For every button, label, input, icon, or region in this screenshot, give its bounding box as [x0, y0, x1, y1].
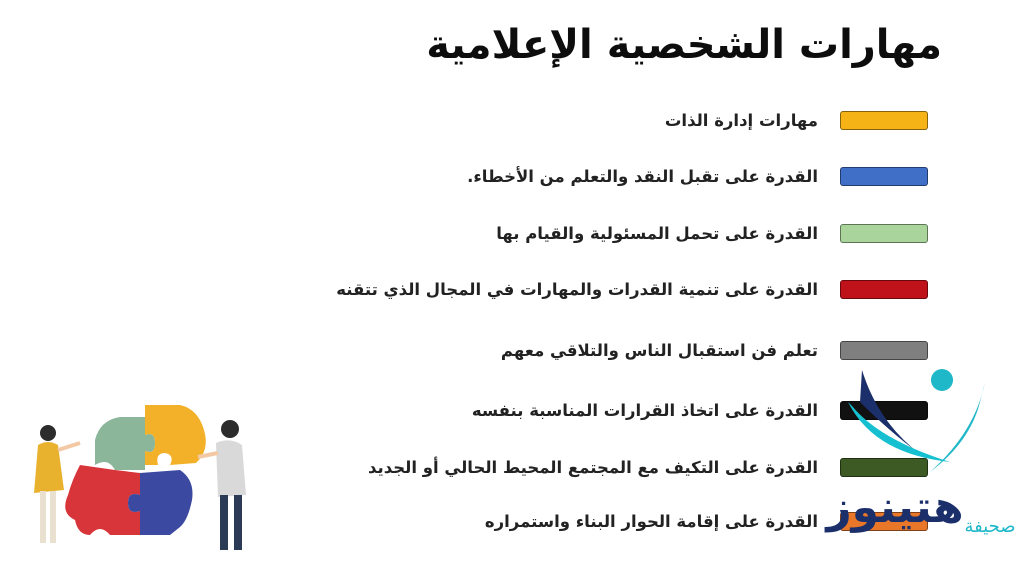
color-swatch	[840, 280, 928, 299]
list-item-label: القدرة على التكيف مع المجتمع المحيط الحالي أو الجديد	[367, 457, 818, 477]
list-item	[68, 220, 928, 246]
list-item	[68, 107, 928, 133]
list-item-label: مهارات إدارة الذات	[664, 110, 818, 130]
color-swatch	[840, 224, 928, 243]
puzzle-head-people-illustration	[20, 395, 270, 560]
list-item-label: القدرة على تحمل المسئولية والقيام بها	[496, 223, 818, 243]
color-swatch	[840, 167, 928, 186]
list-item	[68, 337, 928, 363]
list-item-label: القدرة على اتخاذ القرارات المناسبة بنفسه	[471, 400, 818, 420]
list-item-label: القدرة على إقامة الحوار البناء واستمراره	[484, 511, 818, 531]
list-item-label: القدرة على تنمية القدرات والمهارات في المجال الذي تتقنه	[336, 279, 818, 299]
list-item	[68, 276, 928, 302]
page-title: مهارات الشخصية الإعلامية	[426, 22, 942, 68]
logo-subtext: صحيفة	[964, 516, 1016, 537]
color-swatch	[840, 341, 928, 360]
list-item	[68, 163, 928, 189]
color-swatch	[840, 111, 928, 130]
list-item-label: القدرة على تقبل النقد والتعلم من الأخطاء.	[467, 166, 818, 186]
logo-text: هتينوز	[826, 482, 964, 533]
list-item-label: تعلم فن استقبال الناس والتلاقي معهم	[500, 340, 818, 360]
site-logo	[800, 362, 1022, 557]
